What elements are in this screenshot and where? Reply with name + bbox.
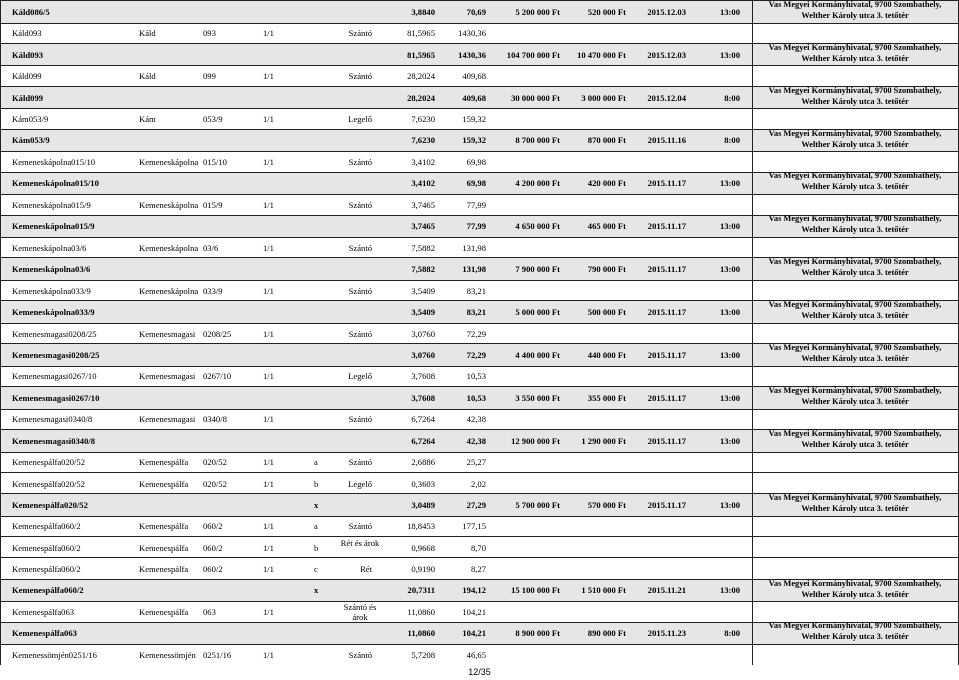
ownership-share: 1/1 bbox=[263, 28, 274, 39]
auction-time: 13:00 bbox=[719, 178, 740, 189]
table-row bbox=[0, 65, 959, 87]
gold-crown: 409,68 bbox=[462, 92, 486, 103]
table-row bbox=[0, 472, 959, 494]
starting-price: 8 700 000 Ft bbox=[515, 135, 560, 146]
table-row bbox=[0, 150, 959, 172]
gold-crown: 10,53 bbox=[466, 392, 486, 403]
area-ha: 7,6230 bbox=[411, 135, 435, 146]
auction-venue bbox=[756, 0, 954, 21]
parcel-id: Kemenespálfa063 bbox=[12, 606, 75, 617]
venue-line-2: Welther Károly utca 3. tetőtér bbox=[801, 632, 909, 642]
auction-venue bbox=[756, 213, 954, 235]
venue-line-1: Vas Megyei Kormányhivatal, 9700 Szombathely, bbox=[768, 214, 942, 224]
lot-number: 0340/8 bbox=[203, 414, 227, 425]
parcel-id: Kemenespálfa060/2 bbox=[12, 585, 84, 596]
area-ha: 6,7264 bbox=[411, 435, 435, 446]
venue-line-2: Welther Károly utca 3. tetőtér bbox=[801, 182, 909, 192]
settlement: Kám bbox=[139, 114, 156, 125]
auction-time: 13:00 bbox=[719, 49, 740, 60]
cultivation: Szántó bbox=[348, 285, 372, 296]
cultivation: Szántó bbox=[348, 649, 372, 660]
settlement: Kemenesmagasi bbox=[139, 328, 196, 339]
gold-crown: 72,29 bbox=[466, 349, 486, 360]
lot-number: 063 bbox=[203, 606, 216, 617]
parcel-id: Kemeneskápolna03/6 bbox=[12, 264, 91, 275]
gold-crown: 194,12 bbox=[462, 585, 486, 596]
venue-line-1: Vas Megyei Kormányhivatal, 9700 Szombathely, bbox=[768, 343, 942, 352]
auction-date: 2015.11.23 bbox=[647, 628, 686, 639]
cultivation: Rét bbox=[360, 564, 372, 575]
deposit: 440 000 Ft bbox=[587, 349, 626, 360]
cultivation: Szántó bbox=[348, 242, 372, 253]
starting-price: 3 550 000 Ft bbox=[515, 392, 560, 403]
parcel-id: Káld086/5 bbox=[12, 6, 50, 17]
auction-time: 8:00 bbox=[724, 628, 740, 639]
gold-crown: 1430,36 bbox=[458, 49, 486, 60]
area-ha: 7,6230 bbox=[411, 114, 435, 125]
table-row bbox=[0, 515, 959, 537]
table-row bbox=[0, 600, 959, 622]
deposit: 790 000 Ft bbox=[587, 264, 626, 275]
parcel-id: Kemeneskápolna033/9 bbox=[12, 307, 95, 318]
page-number: 12/35 bbox=[468, 667, 491, 677]
venue-line-2: Welther Károly utca 3. tetőtér bbox=[801, 396, 909, 406]
auction-date: 2015.11.16 bbox=[647, 135, 686, 146]
venue-line-1: Vas Megyei Kormányhivatal, 9700 Szombathely, bbox=[768, 42, 942, 52]
deposit: 520 000 Ft bbox=[587, 6, 626, 17]
gold-crown: 8,70 bbox=[470, 542, 486, 553]
settlement: Kemeneskápolna bbox=[139, 285, 199, 296]
starting-price: 4 650 000 Ft bbox=[515, 221, 560, 232]
gold-crown: 83,21 bbox=[466, 285, 486, 296]
parcel-id: Kemeneskápolna015/9 bbox=[12, 221, 95, 232]
gold-crown: 77,99 bbox=[466, 199, 486, 210]
auction-time: 13:00 bbox=[719, 221, 740, 232]
lot-number: 093 bbox=[203, 28, 216, 39]
starting-price: 4 400 000 Ft bbox=[515, 349, 560, 360]
parcel-id: Kemenesmagasi0340/8 bbox=[12, 435, 96, 446]
parcel-id: Kemenesmagasi0208/25 bbox=[12, 328, 97, 339]
settlement: Kemenespálfa bbox=[139, 521, 189, 532]
table-row bbox=[0, 22, 959, 44]
gold-crown: 131,98 bbox=[462, 264, 486, 275]
starting-price: 104 700 000 Ft bbox=[506, 49, 560, 60]
deposit: 500 000 Ft bbox=[587, 307, 626, 318]
area-ha: 6,7264 bbox=[411, 414, 435, 425]
sub-lot: b bbox=[314, 478, 319, 489]
venue-line-1: Vas Megyei Kormányhivatal, 9700 Szombathely, bbox=[768, 621, 942, 631]
area-ha: 28,2024 bbox=[407, 92, 435, 103]
venue-line-1: Vas Megyei Kormányhivatal, 9700 Szombathely, bbox=[768, 578, 942, 588]
auction-time: 13:00 bbox=[719, 585, 740, 596]
lot-number: 060/2 bbox=[203, 542, 223, 553]
venue-line-1: Vas Megyei Kormányhivatal, 9700 Szombathely, bbox=[768, 85, 942, 95]
deposit: 10 470 000 Ft bbox=[577, 49, 626, 60]
lot-number: 0267/10 bbox=[203, 371, 232, 382]
parcel-id: Kemeneskápolna03/6 bbox=[12, 242, 87, 253]
settlement: Káld bbox=[139, 71, 156, 82]
parcel-id: Kemenesmagasi0340/8 bbox=[12, 414, 93, 425]
gold-crown: 77,99 bbox=[466, 221, 486, 232]
cultivation: Legelő bbox=[348, 478, 372, 489]
parcel-id: Kemeneskápolna033/9 bbox=[12, 285, 91, 296]
area-ha: 28,2024 bbox=[407, 71, 435, 82]
ownership-share: 1/1 bbox=[263, 71, 274, 82]
table-row bbox=[0, 322, 959, 344]
area-ha: 7,5882 bbox=[411, 242, 435, 253]
auction-venue bbox=[756, 620, 954, 642]
auction-venue bbox=[756, 428, 954, 450]
cultivation: Szántó bbox=[348, 199, 372, 210]
auction-time: 13:00 bbox=[719, 435, 740, 446]
auction-venue bbox=[756, 578, 954, 600]
settlement: Kemenespálfa bbox=[139, 542, 189, 553]
area-ha: 81,5965 bbox=[407, 28, 435, 39]
auction-venue bbox=[756, 342, 954, 364]
gold-crown: 69,98 bbox=[466, 156, 486, 167]
deposit: 1 510 000 Ft bbox=[581, 585, 626, 596]
gold-crown: 409,68 bbox=[462, 71, 486, 82]
settlement: Kemenespálfa bbox=[139, 564, 189, 575]
parcel-id: Kemenespálfa020/52 bbox=[12, 457, 86, 468]
cultivation: Szántó bbox=[348, 414, 372, 425]
venue-line-2: Welther Károly utca 3. tetőtér bbox=[801, 311, 909, 321]
auction-date: 2015.11.21 bbox=[647, 585, 686, 596]
gold-crown: 42,38 bbox=[466, 435, 486, 446]
starting-price: 8 900 000 Ft bbox=[515, 628, 560, 639]
settlement: Kemenessömjén bbox=[139, 649, 196, 660]
deposit: 355 000 Ft bbox=[587, 392, 626, 403]
venue-line-1: Vas Megyei Kormányhivatal, 9700 Szombathely, bbox=[768, 493, 942, 502]
table-row bbox=[0, 279, 959, 301]
gold-crown: 42,38 bbox=[466, 414, 486, 425]
gold-crown: 8,27 bbox=[470, 564, 486, 575]
auction-date: 2015.11.17 bbox=[647, 221, 686, 232]
ownership-share: 1/1 bbox=[263, 328, 274, 339]
area-ha: 0,9668 bbox=[411, 542, 435, 553]
gold-crown: 72,29 bbox=[466, 328, 486, 339]
parcel-id: Kemenesmagasi0208/25 bbox=[12, 349, 100, 360]
gold-crown: 177,15 bbox=[462, 521, 486, 532]
area-ha: 7,5882 bbox=[411, 264, 435, 275]
ownership-share: 1/1 bbox=[263, 414, 274, 425]
cultivation: Szántó bbox=[348, 521, 372, 532]
deposit: 3 000 000 Ft bbox=[581, 92, 626, 103]
sub-lot: c bbox=[314, 564, 318, 575]
auction-venue bbox=[756, 85, 954, 107]
ownership-share: 1/1 bbox=[263, 542, 274, 553]
venue-line-2: Welther Károly utca 3. tetőtér bbox=[801, 439, 909, 449]
parcel-id: Kemenespálfa060/2 bbox=[12, 521, 81, 532]
auction-venue bbox=[756, 385, 954, 407]
gold-crown: 25,27 bbox=[466, 457, 486, 468]
table-row bbox=[0, 643, 959, 665]
area-ha: 3,5409 bbox=[411, 285, 435, 296]
settlement: Kemenespálfa bbox=[139, 606, 189, 617]
area-ha: 2,6886 bbox=[411, 457, 435, 468]
ownership-share: 1/1 bbox=[263, 371, 274, 382]
starting-price: 5 000 000 Ft bbox=[515, 307, 560, 318]
auction-time: 13:00 bbox=[719, 392, 740, 403]
table-row bbox=[0, 107, 959, 129]
lot-number: 099 bbox=[203, 71, 216, 82]
parcel-id: Kemeneskápolna015/10 bbox=[12, 156, 96, 167]
cultivation: Szántó és árok bbox=[343, 601, 377, 622]
lot-number: 033/9 bbox=[203, 285, 223, 296]
auction-time: 13:00 bbox=[719, 499, 740, 510]
venue-line-2: Welther Károly utca 3. tetőtér bbox=[801, 10, 909, 20]
sub-lot: a bbox=[314, 521, 318, 532]
venue-line-1: Vas Megyei Kormányhivatal, 9700 Szombathely, bbox=[768, 428, 942, 438]
sub-lot-marker: x bbox=[314, 499, 319, 510]
auction-date: 2015.11.17 bbox=[647, 499, 686, 510]
cultivation: Szántó bbox=[348, 457, 372, 468]
auction-venue bbox=[756, 256, 954, 278]
lot-number: 060/2 bbox=[203, 521, 223, 532]
auction-date: 2015.11.17 bbox=[647, 264, 686, 275]
deposit: 465 000 Ft bbox=[587, 221, 626, 232]
parcel-id: Kemenesmagasi0267/10 bbox=[12, 371, 97, 382]
auction-venue bbox=[756, 170, 954, 192]
ownership-share: 1/1 bbox=[263, 564, 274, 575]
parcel-id: Kemenespálfa020/52 bbox=[12, 499, 88, 510]
area-ha: 0,9190 bbox=[411, 564, 435, 575]
area-ha: 3,8840 bbox=[411, 6, 435, 17]
table-row bbox=[0, 193, 959, 215]
venue-line-1: Vas Megyei Kormányhivatal, 9700 Szombathely, bbox=[768, 257, 942, 267]
auction-date: 2015.11.17 bbox=[647, 435, 686, 446]
venue-line-2: Welther Károly utca 3. tetőtér bbox=[801, 225, 909, 235]
deposit: 890 000 Ft bbox=[587, 628, 626, 639]
starting-price: 5 200 000 Ft bbox=[515, 6, 560, 17]
parcel-id: Kemenespálfa063 bbox=[12, 628, 77, 639]
cultivation: Szántó bbox=[348, 71, 372, 82]
venue-line-1: Vas Megyei Kormányhivatal, 9700 Szombathely, bbox=[768, 0, 942, 9]
auction-date: 2015.11.17 bbox=[647, 178, 686, 189]
parcel-id: Káld093 bbox=[12, 49, 44, 60]
gold-crown: 1430,36 bbox=[458, 28, 486, 39]
ownership-share: 1/1 bbox=[263, 114, 274, 125]
parcel-id: Kemenespálfa060/2 bbox=[12, 542, 81, 553]
auction-venue bbox=[756, 492, 954, 514]
ownership-share: 1/1 bbox=[263, 285, 274, 296]
table-row bbox=[0, 451, 959, 473]
area-ha: 3,5409 bbox=[411, 307, 435, 318]
gold-crown: 159,32 bbox=[462, 135, 486, 146]
ownership-share: 1/1 bbox=[263, 156, 274, 167]
area-ha: 11,0860 bbox=[407, 606, 435, 617]
auction-date: 2015.11.17 bbox=[647, 392, 686, 403]
area-ha: 3,4102 bbox=[411, 178, 435, 189]
gold-crown: 69,98 bbox=[466, 178, 486, 189]
lot-number: 015/10 bbox=[203, 156, 227, 167]
ownership-share: 1/1 bbox=[263, 478, 274, 489]
lot-number: 060/2 bbox=[203, 564, 223, 575]
parcel-id: Kám053/9 bbox=[12, 114, 49, 125]
venue-line-2: Welther Károly utca 3. tetőtér bbox=[801, 96, 909, 106]
auction-venue bbox=[756, 42, 954, 64]
cultivation: Szántó bbox=[348, 328, 372, 339]
gold-crown: 131,98 bbox=[462, 242, 486, 253]
ownership-share: 1/1 bbox=[263, 606, 274, 617]
auction-date: 2015.12.03 bbox=[647, 6, 686, 17]
deposit: 870 000 Ft bbox=[587, 135, 626, 146]
venue-line-1: Vas Megyei Kormányhivatal, 9700 Szombathely, bbox=[768, 171, 942, 181]
ownership-share: 1/1 bbox=[263, 457, 274, 468]
sub-lot-marker: x bbox=[314, 585, 319, 596]
deposit: 1 290 000 Ft bbox=[581, 435, 626, 446]
starting-price: 30 000 000 Ft bbox=[511, 92, 560, 103]
deposit: 420 000 Ft bbox=[587, 178, 626, 189]
table-row bbox=[0, 236, 959, 258]
cultivation: Szántó bbox=[348, 28, 372, 39]
ownership-share: 1/1 bbox=[263, 521, 274, 532]
lot-number: 03/6 bbox=[203, 242, 219, 253]
venue-line-1: Vas Megyei Kormányhivatal, 9700 Szombathely, bbox=[768, 385, 942, 395]
auction-time: 13:00 bbox=[719, 264, 740, 275]
starting-price: 15 100 000 Ft bbox=[511, 585, 560, 596]
settlement: Kemenespálfa bbox=[139, 478, 189, 489]
parcel-id: Káld099 bbox=[12, 71, 42, 82]
auction-date: 2015.11.17 bbox=[647, 307, 686, 318]
parcel-id: Kemeneskápolna015/10 bbox=[12, 178, 99, 189]
gold-crown: 10,53 bbox=[466, 371, 486, 382]
auction-date: 2015.11.17 bbox=[647, 349, 686, 360]
area-ha: 3,7465 bbox=[411, 221, 435, 232]
parcel-id: Kemenesmagasi0267/10 bbox=[12, 392, 100, 403]
gold-crown: 2,02 bbox=[470, 478, 486, 489]
lot-number: 015/9 bbox=[203, 199, 223, 210]
table-row bbox=[0, 365, 959, 387]
parcel-id: Kám053/9 bbox=[12, 135, 50, 146]
area-ha: 3,0489 bbox=[411, 499, 435, 510]
area-ha: 3,7465 bbox=[411, 199, 435, 210]
gold-crown: 46,65 bbox=[466, 649, 486, 660]
area-ha: 20,7311 bbox=[407, 585, 435, 596]
ownership-share: 1/1 bbox=[263, 242, 274, 253]
area-ha: 81,5965 bbox=[407, 49, 435, 60]
starting-price: 7 900 000 Ft bbox=[515, 264, 560, 275]
lot-number: 053/9 bbox=[203, 114, 223, 125]
area-ha: 11,0860 bbox=[407, 628, 435, 639]
gold-crown: 27,29 bbox=[466, 499, 486, 510]
settlement: Káld bbox=[139, 28, 156, 39]
settlement: Kemenesmagasi bbox=[139, 371, 196, 382]
gold-crown: 70,69 bbox=[466, 6, 486, 17]
settlement: Kemeneskápolna bbox=[139, 242, 199, 253]
parcel-id: Kemenessömjén0251/16 bbox=[12, 649, 97, 660]
gold-crown: 159,32 bbox=[462, 114, 486, 125]
area-ha: 18,8453 bbox=[407, 521, 435, 532]
auction-time: 8:00 bbox=[724, 135, 740, 146]
lot-number: 0208/25 bbox=[203, 328, 232, 339]
parcel-id: Kemenespálfa020/52 bbox=[12, 478, 86, 489]
parcel-id: Kemeneskápolna015/9 bbox=[12, 199, 91, 210]
area-ha: 3,7608 bbox=[411, 392, 435, 403]
area-ha: 3,0760 bbox=[411, 349, 435, 360]
table-border bbox=[0, 0, 1, 665]
parcel-id: Káld099 bbox=[12, 92, 44, 103]
starting-price: 5 700 000 Ft bbox=[515, 499, 560, 510]
ownership-share: 1/1 bbox=[263, 649, 274, 660]
parcel-id: Kemenespálfa060/2 bbox=[12, 564, 81, 575]
venue-line-1: Vas Megyei Kormányhivatal, 9700 Szombathely, bbox=[768, 128, 942, 138]
parcel-id: Káld093 bbox=[12, 28, 42, 39]
settlement: Kemeneskápolna bbox=[139, 156, 199, 167]
area-ha: 3,7608 bbox=[411, 371, 435, 382]
gold-crown: 104,21 bbox=[462, 606, 486, 617]
venue-line-2: Welther Károly utca 3. tetőtér bbox=[801, 139, 909, 149]
gold-crown: 83,21 bbox=[466, 307, 486, 318]
area-ha: 3,4102 bbox=[411, 156, 435, 167]
table-row bbox=[0, 408, 959, 430]
venue-line-2: Welther Károly utca 3. tetőtér bbox=[801, 504, 909, 513]
area-ha: 3,0760 bbox=[411, 328, 435, 339]
lot-number: 020/52 bbox=[203, 457, 227, 468]
venue-line-2: Welther Károly utca 3. tetőtér bbox=[801, 268, 909, 278]
starting-price: 12 900 000 Ft bbox=[511, 435, 560, 446]
cultivation: Legelő bbox=[348, 371, 372, 382]
venue-line-2: Welther Károly utca 3. tetőtér bbox=[801, 354, 909, 363]
auction-date: 2015.12.04 bbox=[647, 92, 686, 103]
lot-number: 020/52 bbox=[203, 478, 227, 489]
auction-venue bbox=[756, 128, 954, 150]
settlement: Kemenespálfa bbox=[139, 457, 189, 468]
area-ha: 0,3603 bbox=[411, 478, 435, 489]
auction-date: 2015.12.03 bbox=[647, 49, 686, 60]
gold-crown: 104,21 bbox=[462, 628, 486, 639]
auction-time: 8:00 bbox=[724, 92, 740, 103]
auction-venue bbox=[756, 299, 954, 321]
auction-time: 13:00 bbox=[719, 349, 740, 360]
sub-lot: a bbox=[314, 457, 318, 468]
settlement: Kemenesmagasi bbox=[139, 414, 196, 425]
area-ha: 5,7208 bbox=[411, 649, 435, 660]
table-row bbox=[0, 536, 959, 558]
starting-price: 4 200 000 Ft bbox=[515, 178, 560, 189]
cultivation: Rét és árok bbox=[340, 537, 380, 548]
lot-number: 0251/16 bbox=[203, 649, 232, 660]
sub-lot: b bbox=[314, 542, 319, 553]
venue-line-2: Welther Károly utca 3. tetőtér bbox=[801, 589, 909, 599]
table-row bbox=[0, 557, 959, 579]
ownership-share: 1/1 bbox=[263, 199, 274, 210]
venue-line-2: Welther Károly utca 3. tetőtér bbox=[801, 53, 909, 63]
table-border bbox=[752, 0, 753, 665]
cultivation: Legelő bbox=[348, 114, 372, 125]
settlement: Kemeneskápolna bbox=[139, 199, 199, 210]
venue-line-1: Vas Megyei Kormányhivatal, 9700 Szombathely, bbox=[768, 300, 942, 310]
auction-time: 13:00 bbox=[719, 6, 740, 17]
auction-time: 13:00 bbox=[719, 307, 740, 318]
cultivation: Szántó bbox=[348, 156, 372, 167]
deposit: 570 000 Ft bbox=[587, 499, 626, 510]
